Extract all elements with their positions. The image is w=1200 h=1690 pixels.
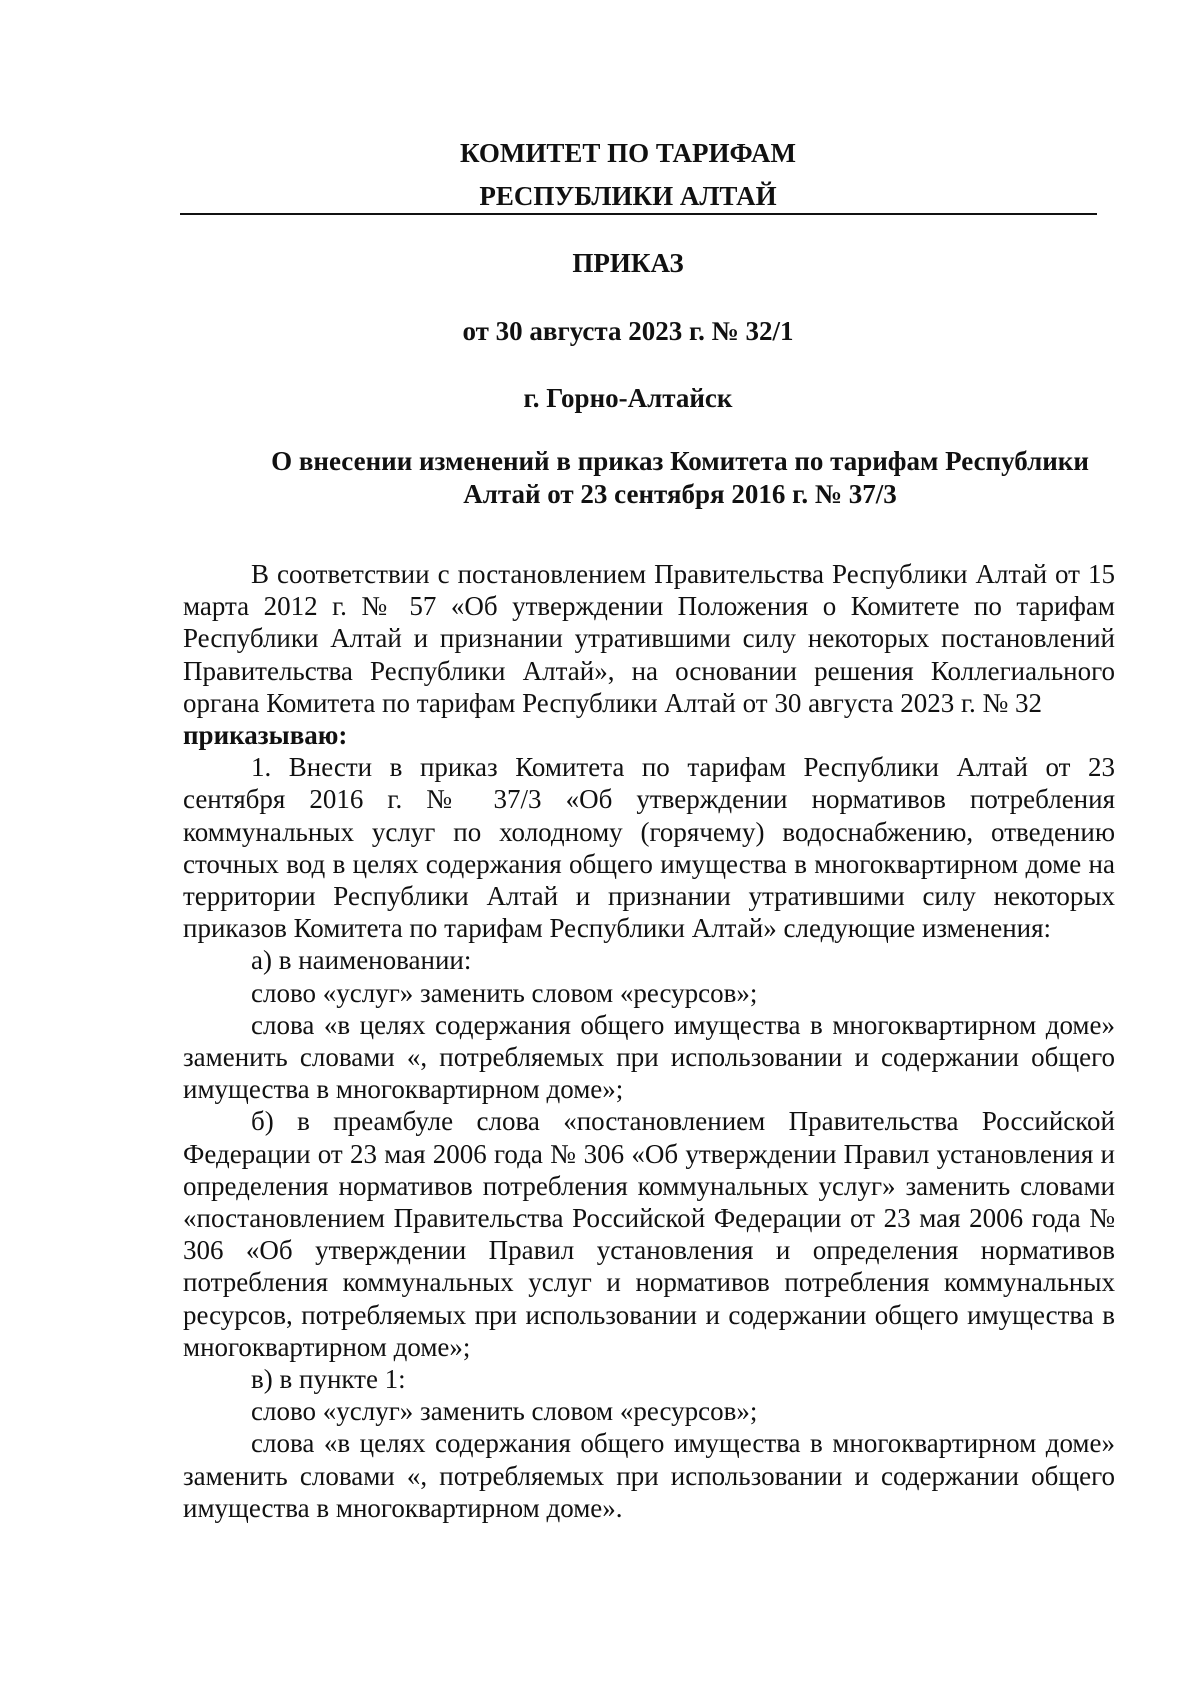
document-date-number: от 30 августа 2023 г. № 32/1	[462, 316, 794, 346]
item-v-clause-1: слово «услуг» заменить словом «ресурсов»;	[251, 1396, 758, 1427]
document-body	[183, 558, 1115, 1524]
organization-name-line1: КОМИТЕТ ПО ТАРИФАМ	[459, 138, 797, 168]
organization-name-line2: РЕСПУБЛИКИ АЛТАЙ	[479, 181, 777, 211]
item-a-clause-1: слово «услуг» заменить словом «ресурсов»;	[251, 977, 758, 1008]
header-divider	[180, 213, 1097, 215]
order-word: приказываю:	[183, 720, 348, 751]
item-1-paragraph: 1. Внести в приказ Комитета по тарифам Республики Алтай от 23 сентября 2016 г. № 37/3 «Об утверждении нормативов потребления коммунальных услуг по холодному (горячему) водоснабжению, отведению сточных вод в целях содержания общего имущества в многоквартирном доме на территории Республики Алтай и признании утратившими силу некоторых приказов Комитета по тарифам Республики Алтай» следующие изменения:	[183, 752, 1115, 944]
preamble-text: В соответствии с постановлением Правительства Республики Алтай от 15 марта 2012 г. № 57 «Об утверждении Положения о Комитете по тарифам Республики Алтай и признании утратившими силу некоторых постановлений Правительства Республики Алтай», на основании решения Коллегиального органа Комитета по тарифам Республики Алтай от 30 августа 2023 г. № 32	[183, 559, 1115, 718]
document-type: ПРИКАЗ	[572, 248, 684, 278]
item-a-heading: а) в наименовании:	[251, 945, 472, 976]
document-city: г. Горно-Алтайск	[523, 383, 733, 413]
order-paragraph	[183, 719, 1115, 751]
document-title	[230, 445, 1130, 511]
document-title-line1: О внесении изменений в приказ Комитета по тарифам Республики	[271, 446, 1089, 476]
preamble-paragraph	[183, 558, 1115, 719]
document-title-line2: Алтай от 23 сентября 2016 г. № 37/3	[463, 479, 897, 509]
item-a-clause-2: слова «в целях содержания общего имущества в многоквартирном доме» заменить словами «, потребляемых при использовании и содержании общего имущества в многоквартирном доме»;	[183, 1009, 1115, 1105]
item-v-clause-2: слова «в целях содержания общего имущества в многоквартирном доме» заменить словами «, потребляемых при использовании и содержании общего имущества в многоквартирном доме».	[183, 1428, 1115, 1523]
item-b-paragraph: б) в преамбуле слова «постановлением Правительства Российской Федерации от 23 мая 2006 года № 306 «Об утверждении Правил установления и определения нормативов потребления коммунальных услуг» заменить словами «постановлением Правительства Российской Федерации от 23 мая 2006 года № 306 «Об утверждении Правил установления и определения нормативов потребления коммунальных услуг и нормативов потребления коммунальных ресурсов, потребляемых при использовании и содержании общего имущества в многоквартирном доме»;	[183, 1106, 1115, 1362]
item-v-heading: в) в пункте 1:	[251, 1364, 406, 1395]
